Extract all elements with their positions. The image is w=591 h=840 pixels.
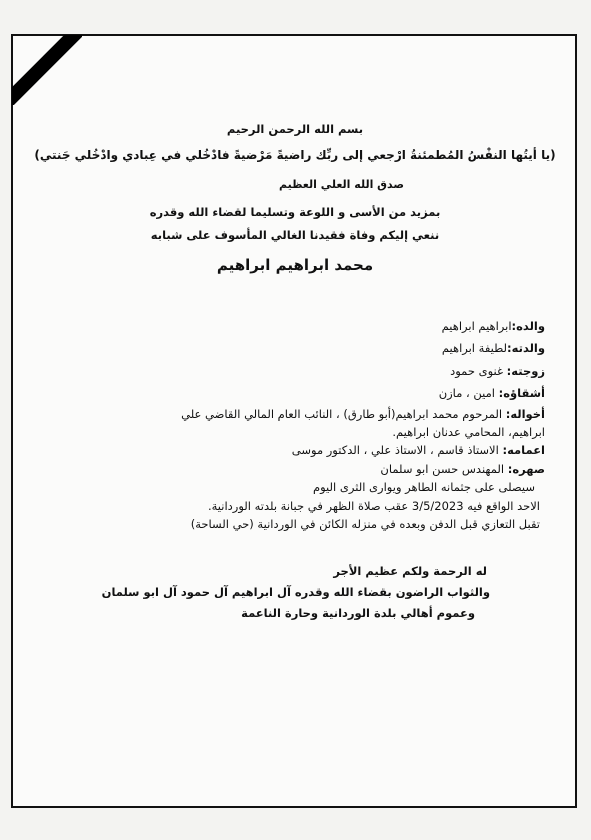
maternal-uncles-label: أخواله: (505, 407, 545, 421)
maternal-uncles-value: المرحوم محمد ابراهيم(أبو طارق) ، النائب العام المالي القاضي علي (181, 407, 506, 421)
brothers-label: أشقاؤه: (498, 386, 545, 400)
mother-line (220, 341, 545, 355)
deceased-name: محمد ابراهيم ابراهيم (216, 256, 374, 274)
maternal-uncles-line-2: ابراهيم، المحامي عدنان ابراهيم. (392, 425, 545, 439)
father-value: ابراهيم ابراهيم (441, 319, 512, 333)
mother-label: والدته: (507, 341, 545, 355)
black-mourning-ribbon (12, 35, 82, 105)
wife-value: غنوى حمود (450, 364, 507, 378)
father-label: والده: (511, 319, 545, 333)
brothers-line (220, 386, 545, 400)
sadaqa-line: صدق الله العلي العظيم (278, 178, 404, 191)
paternal-uncles-value: الاستاذ قاسم ، الاستاذ علي ، الدكتور موسى (291, 443, 503, 457)
closing-line-1: له الرحمة ولكم عظيم الأجر (333, 564, 487, 578)
basmala: بسم الله الرحمن الرحيم (226, 122, 364, 136)
maternal-uncles-line-1 (100, 407, 545, 421)
closing-line-2: والثواب الراضون بقضاء الله وقدره آل ابراهيم آل حمود آل ابو سلمان (101, 585, 490, 599)
funeral-prayer-line: سيصلى على جثمانه الطاهر ويوارى الثرى اليوم (313, 480, 535, 494)
mother-value: لطيفة ابراهيم (441, 341, 508, 355)
announcement-line-1: بمزيد من الأسى و اللوعة وتسليما لقضاء الله وقدره (149, 205, 441, 219)
wife-label: زوجته: (506, 364, 545, 378)
quran-verse: (يا أيتُها النفْسُ المُطمئنةُ ارْجعي إلى ربِّك راضيةً مَرْضيةً فادْخُلي في عِبادي وادْخُلي جَنتي) (34, 148, 556, 162)
announcement-line-2: ننعي إليكم وفاة فقيدنا الغالي المأسوف على شبابه (150, 228, 440, 242)
paternal-uncles-line (150, 443, 545, 457)
in-law-line (220, 462, 545, 476)
closing-line-3: وعموم أهالي بلدة الوردانية وحارة الناعمة (241, 606, 475, 620)
funeral-date-line: الاحد الواقع فيه 3/5/2023 عقب صلاة الظهر في جبانة بلدته الوردانية. (207, 499, 540, 513)
paternal-uncles-label: اعمامه: (502, 443, 545, 457)
brothers-value: امين ، مازن (438, 386, 499, 400)
wife-line (220, 364, 545, 378)
condolences-line: تقبل التعازي قبل الدفن وبعده في منزله الكائن في الوردانية (حي الساحة) (190, 517, 540, 531)
in-law-label: صهره: (507, 462, 545, 476)
father-line (220, 319, 545, 333)
in-law-value: المهندس حسن ابو سلمان (380, 462, 508, 476)
